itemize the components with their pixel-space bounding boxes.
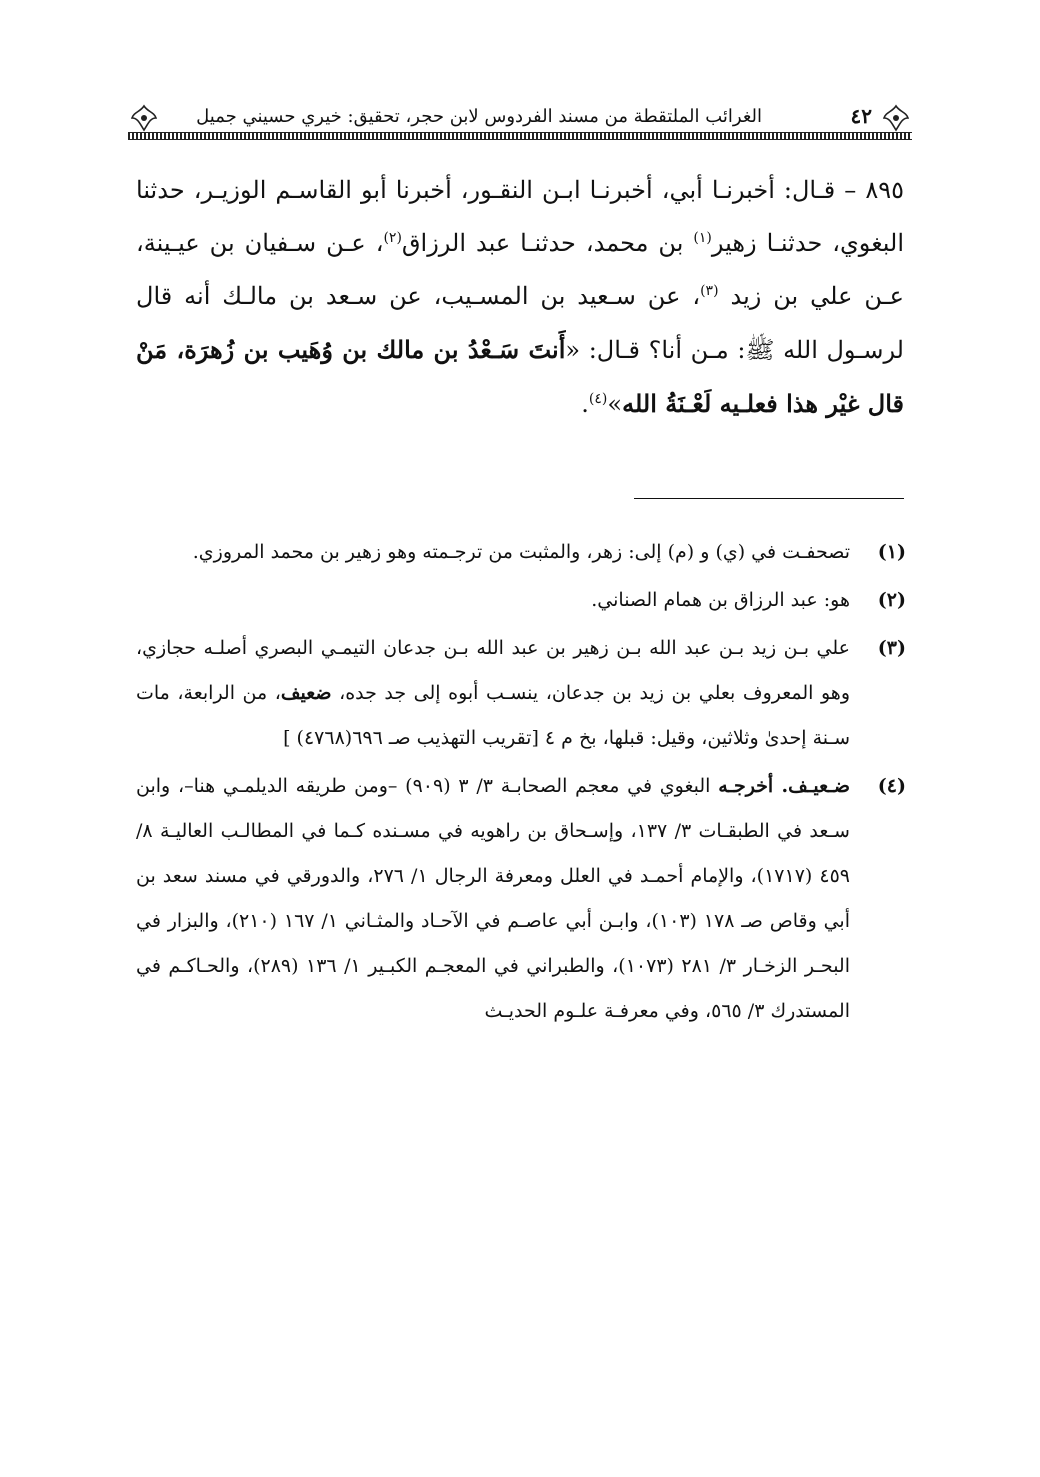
footnote-number: (٢) xyxy=(877,589,906,611)
footnote-text xyxy=(136,626,850,761)
page-number: ٤٢ xyxy=(850,104,872,128)
footnote-text-part: البغوي في معجم الصحابـة ٣/ ٣ (٩٠٩) –ومن طريقه الديلمـي هنا–، وابن سـعد في الطبقـات ٣/ ١٣٧، وإسـحاق بن راهويه في مسـنده كـما في المطالـب العاليـة ٨/ ٤٥٩ (١٧١٧)، والإمام أحمـد في العلل ومعرفة الرجال ١/ ٢٧٦، والدورقي في مسند سعد بن أبي وقاص صـ ١٧٨ (١٠٣)، وابـن أبي عاصـم في الآحـاد والمثـاني ١/ ١٦٧ (٢١٠)، والبزار في البحـر الزخـار ٣/ ٢٨١ (١٠٧٣)، والطبراني في المعجـم الكبـير ١/ ١٣٦ (٢٨٩)، والحـاكـم في المستدرك ٣/ ٥٦٥، وفي معرفـة علـوم الحديـث xyxy=(136,775,851,1022)
footnote xyxy=(136,578,906,623)
footnote xyxy=(136,764,906,1034)
hadith-number: ٨٩٥ xyxy=(865,176,904,204)
footnote-text: تصحفـت في (ي) و (م) إلى: زهر، والمثبت من ترجـمته وهو زهير بن محمد المروزي. xyxy=(192,541,850,563)
footnote-ref: (٢) xyxy=(383,230,402,246)
hadith-text-part: – قـال: أخبرنـا أبي، أخبرنـا ابـن النقـور، أخبرنا أبو القاسـم الوزيـر، حدثنا البغوي، حدثنـا زهير xyxy=(136,176,905,257)
hadith-text-part: بن محمد، حدثنـا عبد الرزاق xyxy=(401,229,694,257)
header-rule xyxy=(128,132,912,140)
footnote-number: (٤) xyxy=(877,775,906,797)
hadith-text-part: ، عـن سـفيان بن عيـينة، عـن علي بن زيد xyxy=(136,229,904,310)
grading-label: ضـعيـف. أخرجـه xyxy=(718,775,850,797)
floral-ornament-icon xyxy=(130,104,158,132)
hadith-text-part: . xyxy=(581,390,589,418)
running-title: الغرائب الملتقطة من مسند الفردوس لابن حجر، تحقيق: خيري حسيني جميل xyxy=(196,106,762,127)
floral-ornament-icon xyxy=(882,104,910,132)
footnote xyxy=(136,530,906,575)
footnote-divider xyxy=(634,498,904,499)
footnote-ref: (٣) xyxy=(700,283,719,299)
footnote-text-part: ، من الرابعة، مات سـنة إحدىٰ وثلاثين، وقيل: قبلها، بخ م ٤ [تقريب التهذيب صـ ٦٩٦(٤٧٦٨) ] xyxy=(136,682,850,749)
footnote xyxy=(136,626,906,761)
footnote-ref: (٤) xyxy=(588,391,608,407)
grading-label: ضعيف xyxy=(280,682,332,704)
footnote-text-part: علي بـن زيد بـن عبد الله بـن زهير بن عبد الله بـن جدعان التيمـي البصري أصلـه حجازي، وهو المعروف بعلي بن زيد بن جدعان، ينسـب أبوه إلى جد جده، xyxy=(136,637,850,704)
footnotes xyxy=(136,530,906,1037)
footnote-text xyxy=(136,764,850,1034)
footnote-number: (١) xyxy=(877,541,906,563)
running-header xyxy=(128,98,912,142)
footnote-number: (٣) xyxy=(877,637,906,659)
footnote-text: هو: عبد الرزاق بن همام الصناني. xyxy=(591,589,850,611)
footnote-ref: (١) xyxy=(693,230,712,246)
hadith-quote: أَنتَ سَـعْدُ بن مالك بن وُهَيب بن زُهرَة، مَنْ قال غيْر هذا فعلـيه لَعْـنَةُ الله xyxy=(136,335,904,418)
hadith-text-part: » xyxy=(607,390,623,418)
hadith-text xyxy=(136,164,904,431)
hadith-text-part: ، عن سـعيد بن المسـيب، عن سـعد بن مالـك أنه قال لرسـول الله ﷺ: مـن أنا؟ قـال: « xyxy=(136,282,904,364)
